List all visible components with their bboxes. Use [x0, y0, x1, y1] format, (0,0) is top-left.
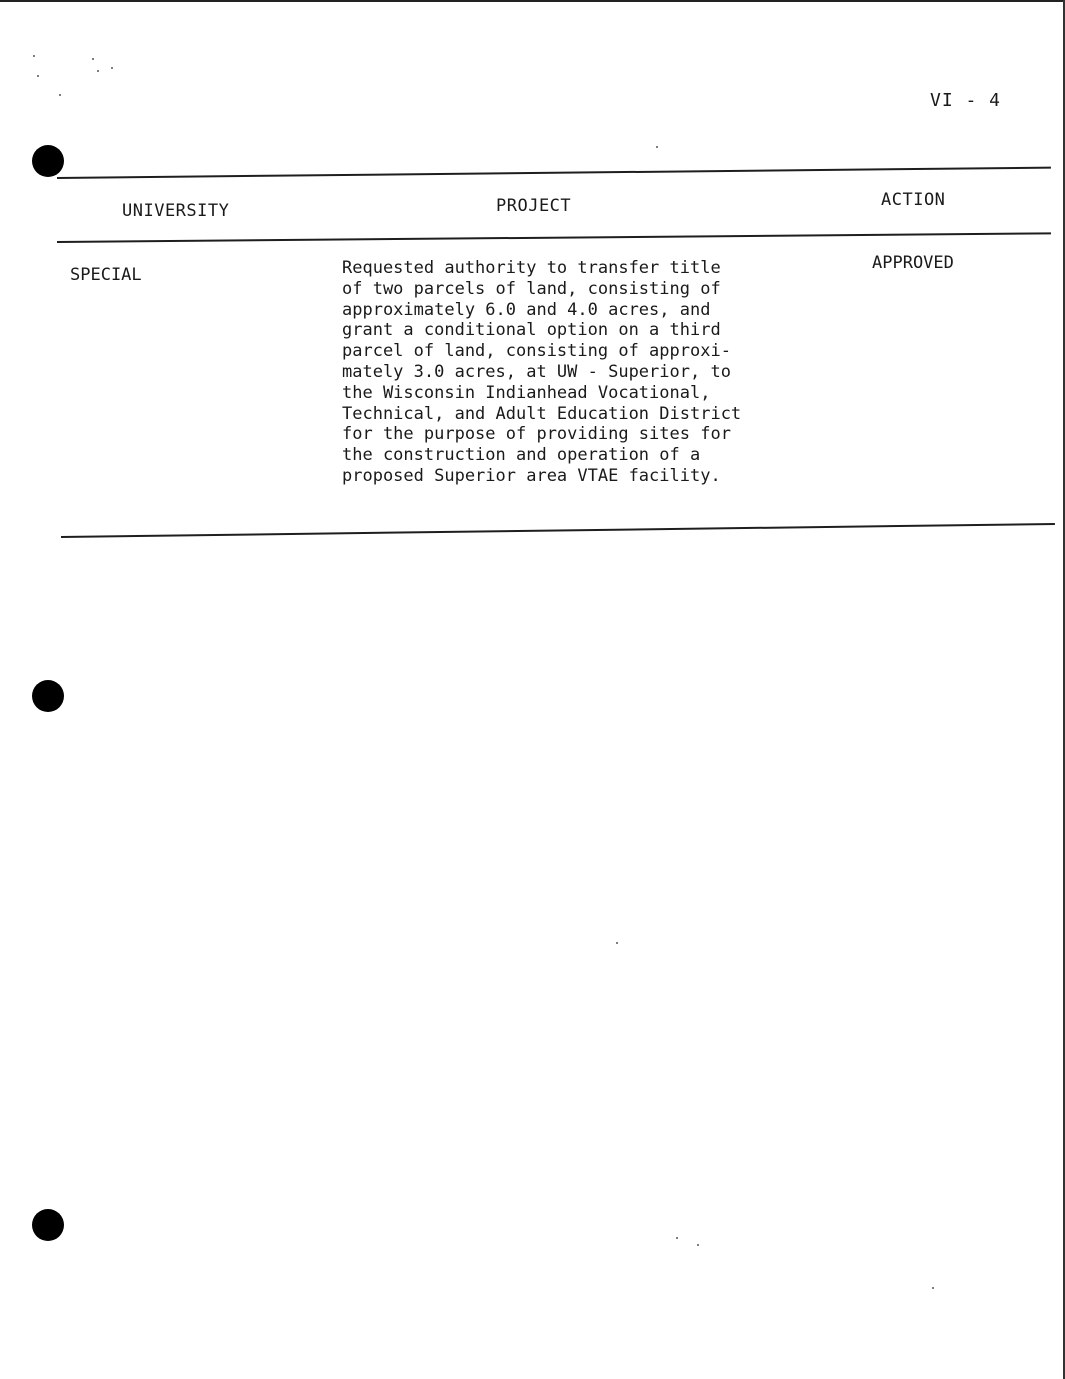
scan-speck: [97, 70, 99, 72]
punch-hole-middle: [32, 680, 64, 712]
scan-speck: [59, 94, 61, 96]
scan-speck: [616, 942, 618, 944]
scan-speck: [932, 1287, 934, 1289]
scan-speck: [37, 75, 39, 77]
table-bottom-rule: [61, 523, 1055, 538]
page-number: VI - 4: [930, 90, 1002, 111]
page-top-edge: [0, 0, 1065, 2]
punch-hole-top: [32, 145, 64, 177]
header-project: PROJECT: [496, 196, 572, 216]
scan-speck: [656, 146, 658, 148]
header-university: UNIVERSITY: [122, 201, 230, 221]
header-action: ACTION: [881, 190, 946, 210]
row-university-cell: SPECIAL: [70, 265, 142, 285]
table-top-rule: [57, 167, 1051, 179]
row-project-description: Requested authority to transfer title of two parcels of land, consisting of approximately 6.0 and 4.0 acres, and grant a conditional option on a third parcel of land, consisting of approxi- mately 3.0 acres, at UW - Superior, to the Wisconsin Indianhead Vocational, Technical, and Adult Education District for the purpose of providing sites for the construction and operation of a proposed Superior area VTAE facility.: [342, 258, 742, 486]
scan-speck: [111, 67, 113, 69]
punch-hole-bottom: [32, 1209, 64, 1241]
scan-speck: [92, 58, 94, 60]
scan-speck: [697, 1244, 699, 1246]
row-action-status: APPROVED: [872, 253, 954, 273]
scan-speck: [33, 55, 35, 57]
header-bottom-rule: [57, 232, 1051, 243]
scan-speck: [676, 1237, 678, 1239]
